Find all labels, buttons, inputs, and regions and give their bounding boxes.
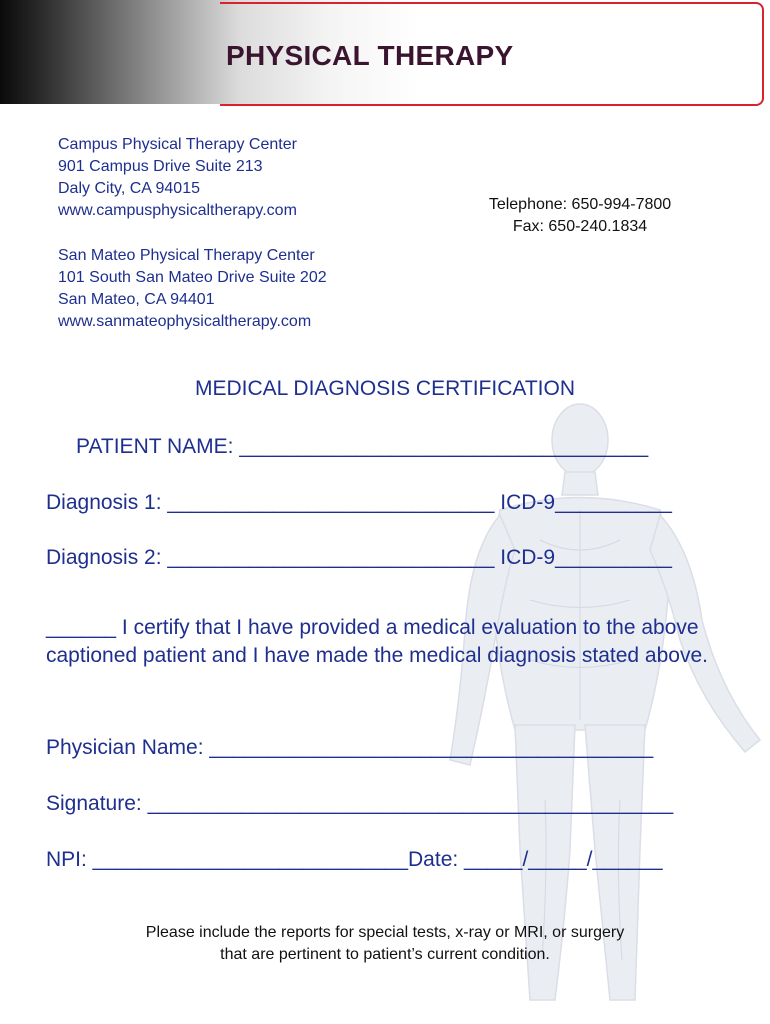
footer-note bbox=[0, 922, 770, 966]
page-title: PHYSICAL THERAPY bbox=[226, 40, 514, 71]
clinic-campus-website: www.campusphysicaltherapy.com bbox=[58, 202, 297, 219]
clinic-sanmateo-address: 101 South San Mateo Drive Suite 202 bbox=[58, 269, 327, 286]
clinic-campus-name: Campus Physical Therapy Center bbox=[58, 136, 297, 153]
npi-date-field[interactable]: NPI: ___________________________Date: _____/_____/______ bbox=[46, 848, 663, 871]
fax: Fax: 650-240.1834 bbox=[512, 218, 648, 235]
patient-name-field[interactable]: PATIENT NAME: ___________________________________ bbox=[76, 435, 649, 458]
clinic-campus-address: 901 Campus Drive Suite 213 bbox=[58, 158, 263, 175]
clinic-campus bbox=[58, 134, 297, 222]
clinic-sanmateo bbox=[58, 245, 327, 333]
telephone: Telephone: 650-994-7800 bbox=[488, 196, 672, 213]
footer-line-1: Please include the reports for special tests, x-ray or MRI, or surgery bbox=[145, 924, 625, 941]
physician-name-field[interactable]: Physician Name: ______________________________________ bbox=[46, 736, 654, 759]
diagnosis-1-field[interactable]: Diagnosis 1: ____________________________ ICD-9__________ bbox=[46, 491, 672, 514]
diagnosis-2-field[interactable]: Diagnosis 2: ____________________________ ICD-9__________ bbox=[46, 546, 672, 569]
clinic-sanmateo-city: San Mateo, CA 94401 bbox=[58, 291, 215, 308]
signature-field[interactable]: Signature: _____________________________________________ bbox=[46, 792, 674, 815]
footer-line-2: that are pertinent to patient’s current condition. bbox=[220, 946, 550, 963]
form-title: MEDICAL DIAGNOSIS CERTIFICATION bbox=[195, 377, 575, 400]
clinic-sanmateo-website: www.sanmateophysicaltherapy.com bbox=[58, 313, 312, 330]
certification-statement: ______ I certify that I have provided a medical evaluation to the above captioned patient and I have made the medical diagnosis stated above. bbox=[46, 616, 708, 667]
clinic-sanmateo-name: San Mateo Physical Therapy Center bbox=[58, 247, 315, 264]
clinic-campus-city: Daly City, CA 94015 bbox=[58, 180, 200, 197]
contact-block bbox=[470, 194, 690, 238]
